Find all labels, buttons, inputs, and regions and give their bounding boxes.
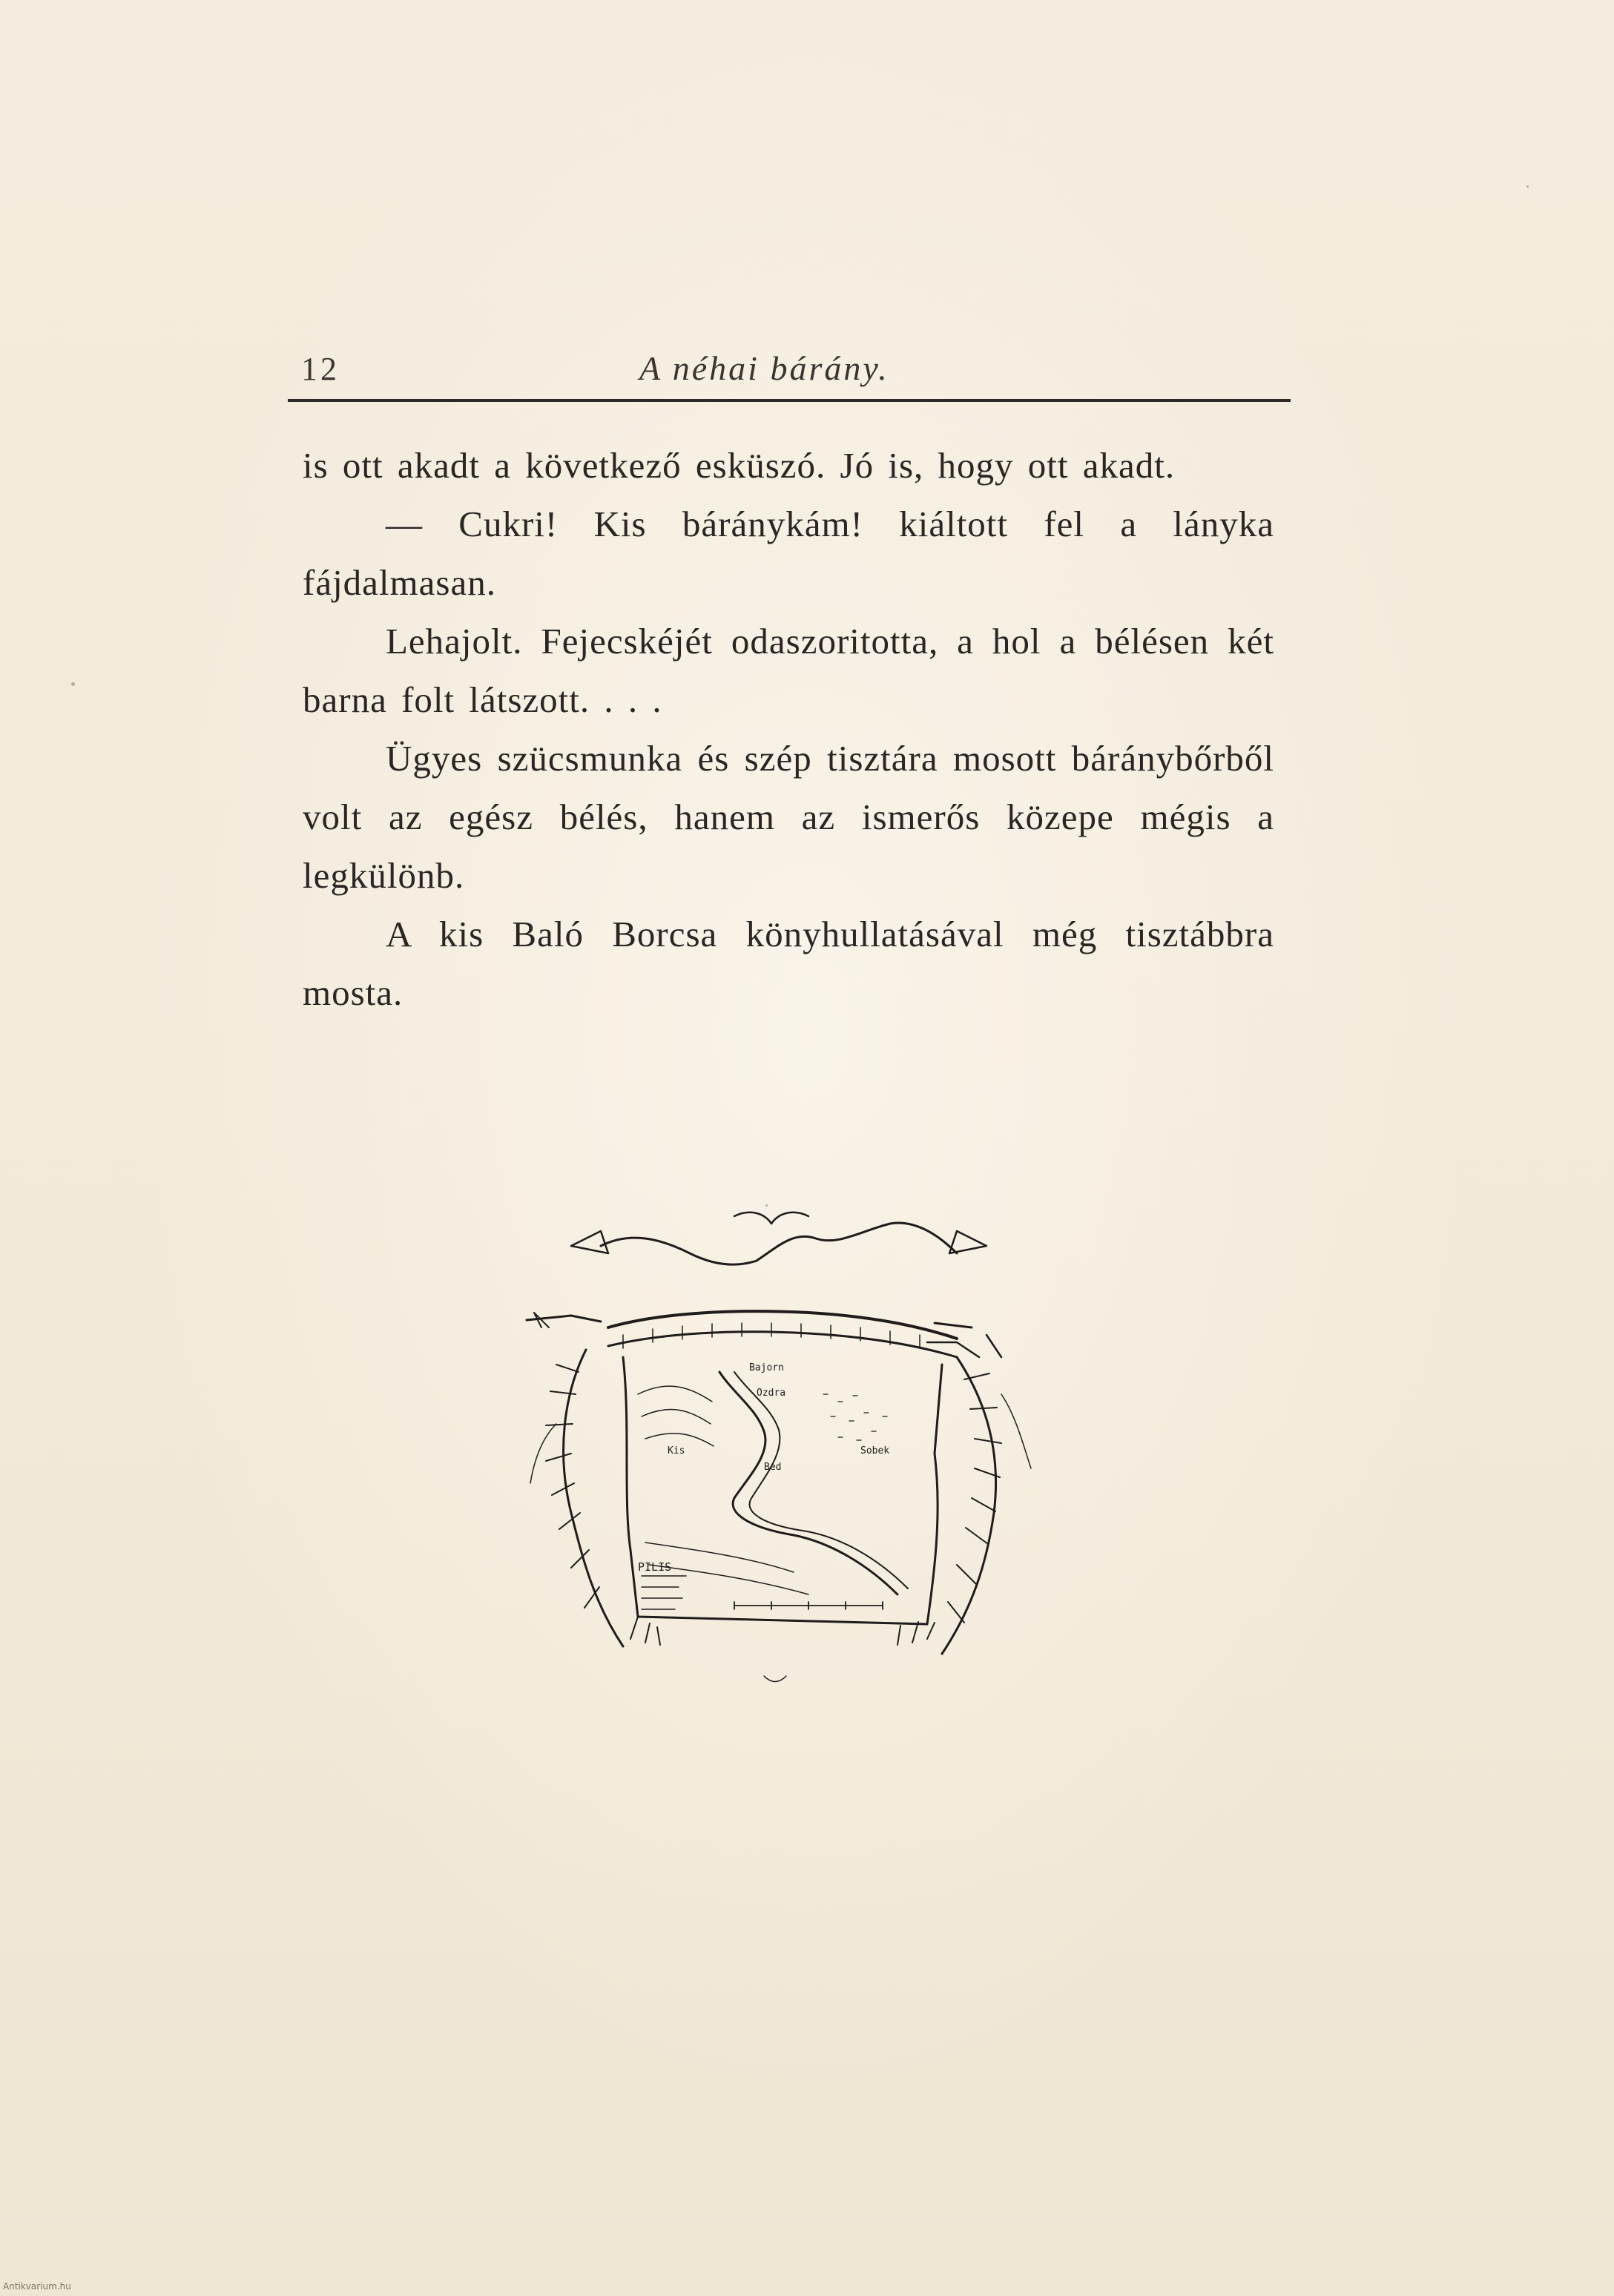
running-title: A néhai bárány. [639, 349, 889, 387]
svg-text:Kis: Kis [668, 1445, 685, 1457]
svg-text:Ozdra: Ozdra [757, 1388, 786, 1399]
svg-text:Béd: Béd [764, 1462, 782, 1473]
watermark: Antikvarium.hu [3, 2281, 71, 2292]
paper-speck [765, 1204, 768, 1207]
body-text [303, 436, 1274, 1022]
paragraph-1: is ott akadt a következő esküszó. Jó is, hogy ott akadt. [303, 445, 1176, 486]
page-header [291, 349, 1291, 397]
svg-text:PILIS: PILIS [638, 1560, 672, 1574]
svg-text:Sobek: Sobek [860, 1445, 890, 1457]
paragraph-5: A kis Baló Borcsa könyhullatásával még tisztábbra mosta. [303, 914, 1274, 1013]
paragraph-3: Lehajolt. Fejecskéjét odaszoritotta, a hol a bélésen két barna folt látszott. . . . [303, 621, 1274, 720]
paper-speck [71, 682, 75, 686]
paragraph-2: — Cukri! Kis báránykám! kiáltott fel a lányka fájdalmasan. [303, 504, 1274, 603]
map-vignette-icon [512, 1201, 1046, 1713]
paper-speck [1526, 185, 1529, 188]
svg-text:Bajorn: Bajorn [749, 1362, 784, 1373]
header-rule [288, 399, 1291, 402]
page-number: 12 [301, 351, 340, 387]
paragraph-4: Ügyes szücsmunka és szép tisztára mosott báránybőrből volt az egész bélés, hanem az ismerős közepe mégis a legkülönb. [303, 738, 1274, 896]
